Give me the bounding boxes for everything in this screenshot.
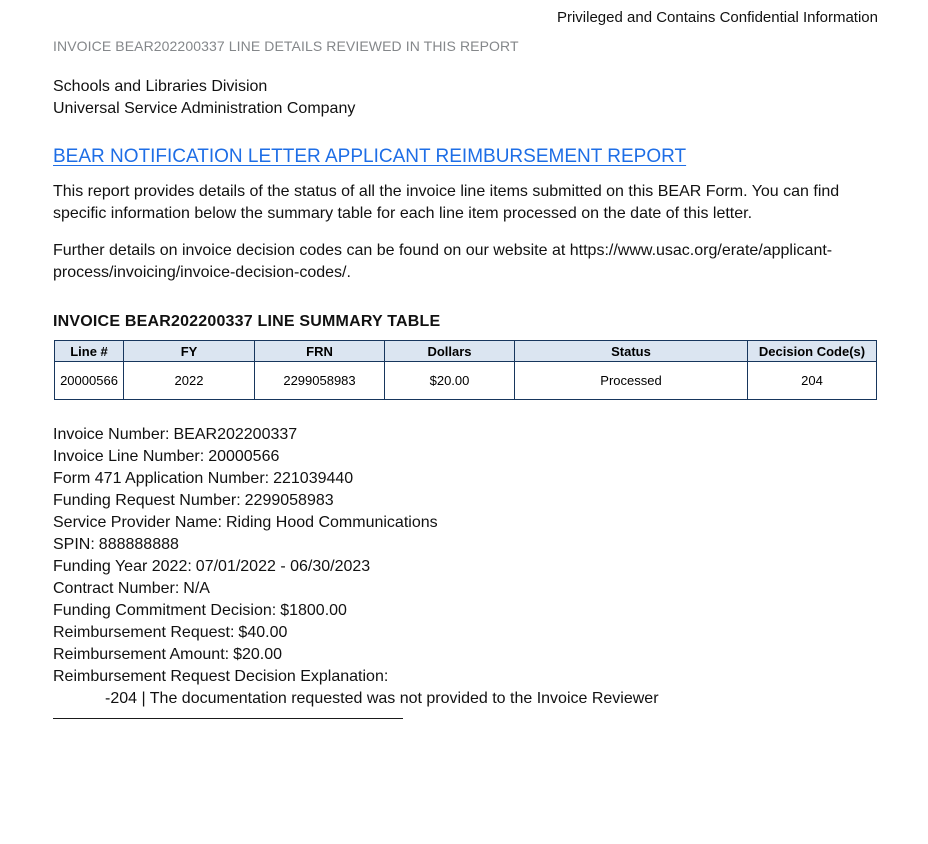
line-summary-table: [54, 340, 877, 400]
detail-form-471-number: [53, 468, 878, 490]
decision-explanation-line: -204 | The documentation requested was not provided to the Invoice Reviewer: [105, 690, 659, 707]
column-header-dollars: Dollars: [385, 341, 515, 362]
detail-label: Reimbursement Request Decision Explanation:: [53, 668, 389, 685]
document-page: [0, 9, 928, 844]
detail-invoice-number: [53, 424, 878, 446]
detail-spin: [53, 534, 878, 556]
column-header-status: Status: [515, 341, 748, 362]
detail-service-provider-name: [53, 512, 878, 534]
detail-value: BEAR202200337: [173, 426, 298, 443]
cell-dollars: $20.00: [385, 362, 515, 400]
detail-label: Reimbursement Amount:: [53, 646, 230, 663]
invoice-review-title: INVOICE BEAR202200337 LINE DETAILS REVIEWED IN THIS REPORT: [53, 38, 519, 54]
detail-funding-year: [53, 556, 878, 578]
detail-label: Funding Request Number:: [53, 492, 241, 509]
detail-label: Service Provider Name:: [53, 514, 222, 531]
cell-line-number: 20000566: [55, 362, 124, 400]
table-row: [55, 362, 877, 400]
detail-value: $40.00: [238, 624, 288, 641]
detail-label: Invoice Line Number:: [53, 448, 205, 465]
detail-label: Form 471 Application Number:: [53, 470, 270, 487]
detail-funding-request-number: [53, 490, 878, 512]
detail-value: 888888888: [98, 536, 179, 553]
detail-label: Funding Year 2022:: [53, 558, 192, 575]
detail-label: SPIN:: [53, 536, 95, 553]
detail-decision-explanation-label: [53, 666, 878, 688]
detail-value: 07/01/2022 - 06/30/2023: [195, 558, 371, 575]
column-header-fy: FY: [124, 341, 255, 362]
detail-value: $1800.00: [280, 602, 347, 619]
detail-value: 221039440: [273, 470, 354, 487]
detail-reimbursement-request: [53, 622, 878, 644]
cell-decision-codes: 204: [748, 362, 877, 400]
detail-label: Invoice Number:: [53, 426, 170, 443]
org-block: [53, 76, 878, 120]
report-title-link[interactable]: BEAR NOTIFICATION LETTER APPLICANT REIMBURSEMENT REPORT: [53, 146, 687, 167]
footer-divider-line: [53, 718, 403, 719]
detail-value: 2299058983: [244, 492, 334, 509]
detail-funding-commitment-decision: [53, 600, 878, 622]
detail-label: Contract Number:: [53, 580, 180, 597]
table-header-row: [55, 341, 877, 362]
cell-fy: 2022: [124, 362, 255, 400]
decision-codes-paragraph: Further details on invoice decision codes can be found on our website at https://www.usac.org/erate/applicant-process/invoicing/invoice-decision-codes/.: [53, 242, 833, 281]
line-details-block: [53, 424, 878, 710]
detail-contract-number: [53, 578, 878, 600]
report-intro-paragraph: This report provides details of the status of all the invoice line items submitted on this BEAR Form. You can find specific information below the summary table for each line item processed on the date of this letter.: [53, 183, 840, 222]
detail-value: N/A: [183, 580, 210, 597]
report-title: [53, 146, 878, 168]
detail-reimbursement-amount: [53, 644, 878, 666]
detail-label: Funding Commitment Decision:: [53, 602, 277, 619]
org-division-line: Schools and Libraries Division: [53, 78, 268, 95]
org-company-line: Universal Service Administration Company: [53, 100, 356, 117]
cell-frn: 2299058983: [255, 362, 385, 400]
column-header-decision-codes: Decision Code(s): [748, 341, 877, 362]
summary-table-heading: INVOICE BEAR202200337 LINE SUMMARY TABLE: [53, 313, 441, 330]
detail-label: Reimbursement Request:: [53, 624, 235, 641]
detail-value: Riding Hood Communications: [225, 514, 438, 531]
confidential-notice: Privileged and Contains Confidential Information: [556, 9, 878, 26]
column-header-frn: FRN: [255, 341, 385, 362]
detail-value: $20.00: [233, 646, 283, 663]
column-header-line-number: Line #: [55, 341, 124, 362]
detail-invoice-line-number: [53, 446, 878, 468]
detail-value: 20000566: [208, 448, 280, 465]
cell-status: Processed: [515, 362, 748, 400]
